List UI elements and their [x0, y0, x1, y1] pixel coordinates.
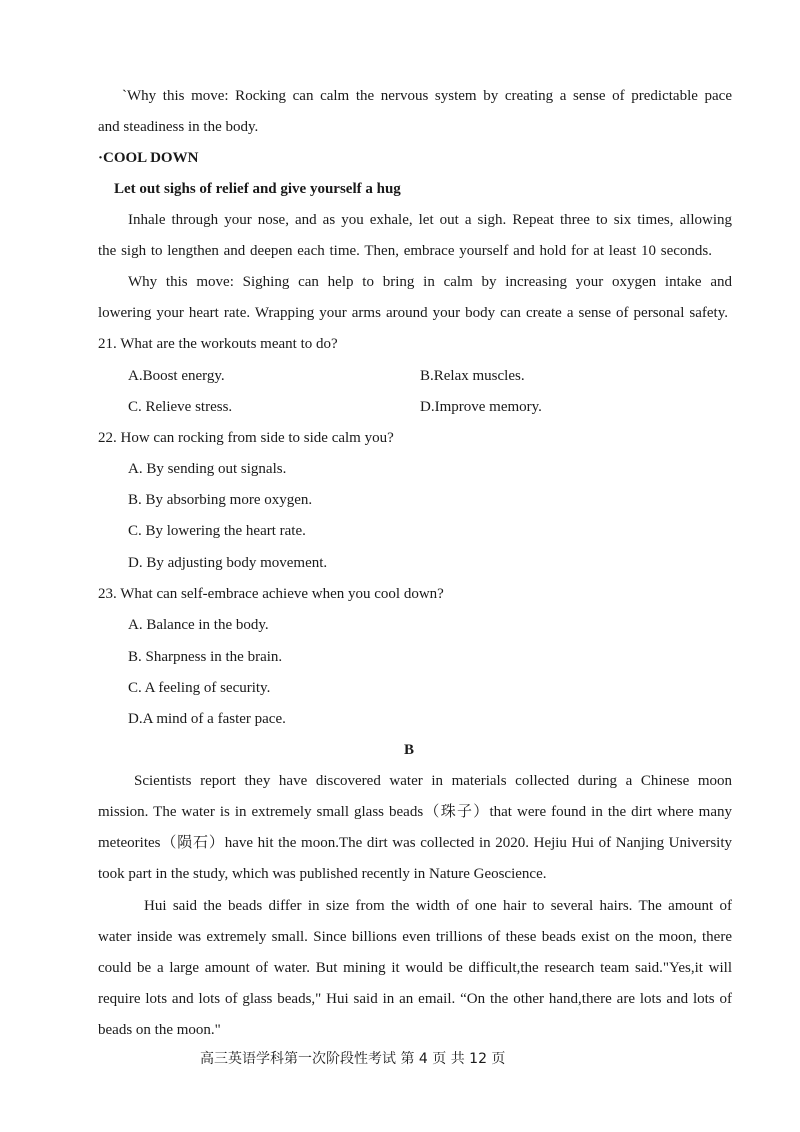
cool-down-paragraph-line-2: the sigh to lengthen and deepen each time. Then, embrace yourself and hold for at least 10 seconds.: [98, 243, 712, 259]
cool-down-why-line-2: lowering your heart rate. Wrapping your arms around your body can create a sense of personal safety.: [98, 305, 728, 321]
page-footer: 高三英语学科第一次阶段性考试 第 4 页 共 12 页: [200, 1051, 506, 1067]
question-22-option-d[interactable]: D. By adjusting body movement.: [128, 555, 328, 571]
passage-b-p2-line-4: require lots and lots of glass beads," Hui said in an email. “On the other hand,there are lots and lots of: [98, 991, 732, 1007]
cool-down-why-line-1: Why this move: Sighing can help to bring in calm by increasing your oxygen intake and: [128, 274, 732, 290]
rocking-why-line-1: `Why this move: Rocking can calm the nervous system by creating a sense of predictable pace: [122, 88, 732, 104]
question-21-stem: 21. What are the workouts meant to do?: [98, 336, 338, 352]
passage-b-p2-line-5: beads on the moon.": [98, 1022, 221, 1038]
question-21-option-b[interactable]: B.Relax muscles.: [420, 368, 525, 384]
question-22-stem: 22. How can rocking from side to side calm you?: [98, 430, 394, 446]
question-23-option-c[interactable]: C. A feeling of security.: [128, 680, 271, 696]
passage-b-p2-line-3: could be a large amount of water. But mining it would be difficult,the research team said."Yes,it will: [98, 960, 732, 976]
question-23-option-d[interactable]: D.A mind of a faster pace.: [128, 711, 286, 727]
question-22-option-c[interactable]: C. By lowering the heart rate.: [128, 523, 306, 539]
passage-b-p2-line-2: water inside was extremely small. Since billions even trillions of these beads exist on the moon, there: [98, 929, 732, 945]
question-23-option-a[interactable]: A. Balance in the body.: [128, 617, 269, 633]
rocking-why-line-2: and steadiness in the body.: [98, 119, 259, 135]
question-21-option-c[interactable]: C. Relieve stress.: [128, 399, 233, 415]
passage-b-p2-line-1: Hui said the beads differ in size from the width of one hair to several hairs. The amount of: [144, 898, 732, 914]
passage-b-p1-line-2: mission. The water is in extremely small glass beads（珠子）that were found in the dirt where many: [98, 804, 732, 820]
question-21-option-a[interactable]: A.Boost energy.: [128, 368, 225, 384]
passage-b-p1-line-1: Scientists report they have discovered water in materials collected during a Chinese moon: [134, 773, 732, 789]
cool-down-paragraph-line-1: Inhale through your nose, and as you exhale, let out a sigh. Repeat three to six times, allowing: [128, 212, 732, 228]
passage-b-p1-line-4: took part in the study, which was published recently in Nature Geoscience.: [98, 866, 547, 882]
question-22-option-b[interactable]: B. By absorbing more oxygen.: [128, 492, 313, 508]
passage-b-label: B: [404, 742, 415, 758]
question-23-option-b[interactable]: B. Sharpness in the brain.: [128, 649, 283, 665]
question-22-option-a[interactable]: A. By sending out signals.: [128, 461, 287, 477]
question-23-stem: 23. What can self-embrace achieve when you cool down?: [98, 586, 444, 602]
question-21-option-d[interactable]: D.Improve memory.: [420, 399, 542, 415]
passage-b-p1-line-3: meteorites（陨石）have hit the moon.The dirt was collected in 2020. Hejiu Hui of Nanjing University: [98, 835, 732, 851]
cool-down-subheading: Let out sighs of relief and give yourself a hug: [114, 181, 401, 197]
cool-down-heading: ·COOL DOWN: [98, 150, 199, 166]
